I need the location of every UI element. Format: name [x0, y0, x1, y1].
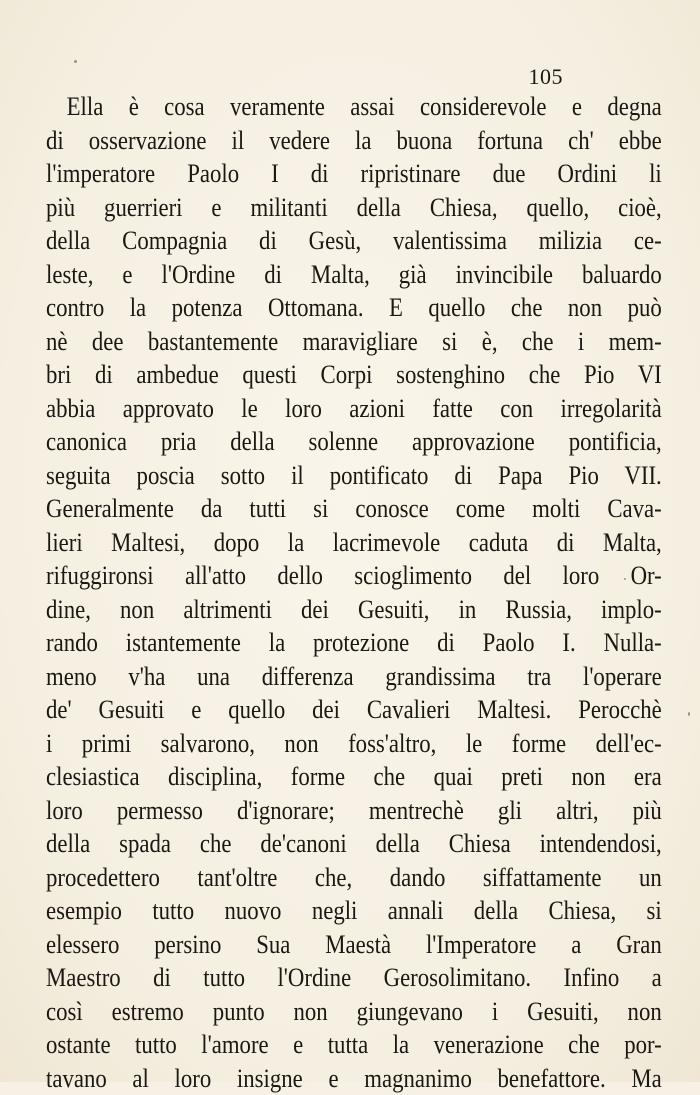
- text-line: i primi salvarono, non foss'altro, le forme dell'ec-: [46, 727, 662, 761]
- page-number: 105: [529, 64, 564, 90]
- text-line: Maestro di tutto l'Ordine Gerosolimitano. Infino a: [46, 961, 662, 995]
- text-line: rifuggironsi all'atto dello scioglimento del loro Or-: [46, 559, 662, 593]
- text-line: rando istantemente la protezione di Paolo I. Nulla-: [46, 626, 662, 660]
- text-line: elessero persino Sua Maestà l'Imperatore a Gran: [46, 928, 662, 962]
- text-line: Ella è cosa veramente assai considerevole e degna: [46, 90, 662, 124]
- text-line: della Compagnia di Gesù, valentissima milizia ce-: [46, 224, 662, 258]
- text-line: seguita poscia sotto il pontificato di Papa Pio VII.: [46, 459, 662, 493]
- text-line: di osservazione il vedere la buona fortuna ch' ebbe: [46, 124, 662, 158]
- text-line: più guerrieri e militanti della Chiesa, quello, cioè,: [46, 191, 662, 225]
- text-line: esempio tutto nuovo negli annali della Chiesa, si: [46, 894, 662, 928]
- text-line: clesiastica disciplina, forme che quai preti non era: [46, 760, 662, 794]
- text-line: lieri Maltesi, dopo la lacrimevole caduta di Malta,: [46, 526, 662, 560]
- text-line: della spada che de'canoni della Chiesa intendendosi,: [46, 827, 662, 861]
- body-text: [46, 90, 662, 1095]
- text-line: bri di ambedue questi Corpi sostenghino che Pio VI: [46, 358, 662, 392]
- text-line: meno v'ha una differenza grandissima tra l'operare: [46, 660, 662, 694]
- text-line: nè dee bastantemente maravigliare si è, che i mem-: [46, 325, 662, 359]
- text-line: l'imperatore Paolo I di ripristinare due Ordini li: [46, 157, 662, 191]
- text-line: procedettero tant'oltre che, dando siffattamente un: [46, 861, 662, 895]
- text-line: loro permesso d'ignorare; mentrechè gli altri, più: [46, 794, 662, 828]
- text-line: contro la potenza Ottomana. E quello che non può: [46, 291, 662, 325]
- text-line: ostante tutto l'amore e tutta la venerazione che por-: [46, 1028, 662, 1062]
- paper-speck: [74, 60, 77, 63]
- text-line: leste, e l'Ordine di Malta, già invincibile baluardo: [46, 258, 662, 292]
- text-line: dine, non altrimenti dei Gesuiti, in Russia, implo-: [46, 593, 662, 627]
- text-line: de' Gesuiti e quello dei Cavalieri Maltesi. Perocchè: [46, 693, 662, 727]
- text-line: abbia approvato le loro azioni fatte con irregolarità: [46, 392, 662, 426]
- text-line: tavano al loro insigne e magnanimo benefattore. Ma: [46, 1062, 662, 1095]
- text-line: Generalmente da tutti si conosce come molti Cava-: [46, 492, 662, 526]
- paper-speck: [688, 712, 690, 716]
- text-line: canonica pria della solenne approvazione pontificia,: [46, 425, 662, 459]
- text-line: così estremo punto non giungevano i Gesuiti, non: [46, 995, 662, 1029]
